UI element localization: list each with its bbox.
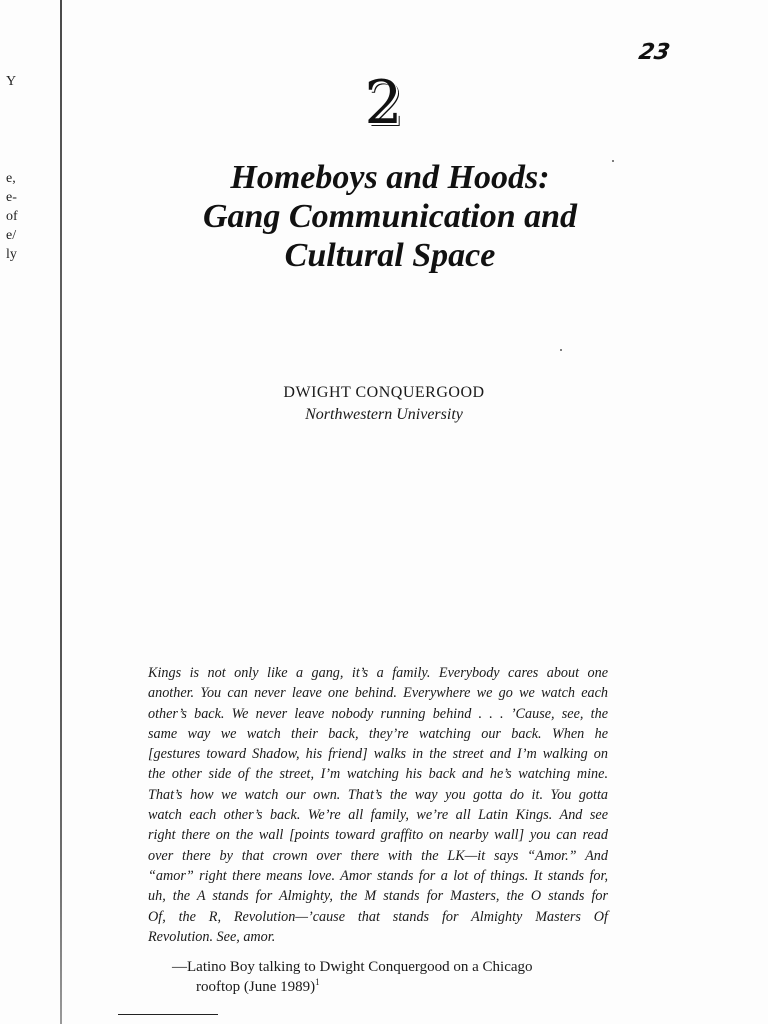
margin-fragment: ly — [6, 247, 17, 262]
epigraph-line: the other side of the street, I’m watching his back and he’s watching mine. — [148, 766, 608, 783]
attribution-line: —Latino Boy talking to Dwight Conquergood on a Chicago — [172, 959, 533, 975]
chapter-title-line: Cultural Space — [284, 237, 496, 274]
epigraph-line: “amor” right there means love. Amor stands for a lot of things. It stands for, — [148, 867, 608, 884]
footnote-marker: 1 — [315, 977, 320, 987]
epigraph-line: over there by that crown over there with the LK—it says “Amor.” And — [148, 847, 608, 864]
author-name: DWIGHT CONQUERGOOD — [283, 384, 485, 401]
epigraph-line: other’s back. We never leave nobody running behind . . . ’Cause, see, the — [148, 705, 608, 722]
epigraph-line: Of, the R, Revolution—’cause that stands for Almighty Masters Of — [148, 908, 608, 925]
epigraph-attribution — [172, 957, 612, 997]
epigraph-line: [gestures toward Shadow, his friend] walks in the street and I’m walking on — [148, 746, 608, 763]
chapter-title-line: Gang Communication and — [202, 198, 578, 235]
epigraph-line: Kings is not only like a gang, it’s a family. Everybody cares about one — [148, 665, 608, 681]
chapter-title-line: Homeboys and Hoods: — [230, 159, 550, 196]
margin-fragment: e/ — [6, 228, 17, 243]
epigraph-quote — [148, 663, 608, 947]
epigraph-line: watch each other’s back. We’re all family, we’re all Latin Kings. And see — [148, 807, 608, 824]
epigraph-line: right there on the wall [points toward graffito on nearby wall] you can read — [148, 827, 608, 844]
margin-fragment: of — [6, 209, 18, 224]
chapter-title — [120, 158, 660, 275]
epigraph-line: uh, the A stands for Almighty, the M stands for Masters, the O stands for — [148, 888, 608, 905]
attribution-text: rooftop (June 1989) — [196, 979, 316, 995]
epigraph-line: That’s how we watch our own. That’s the way you gotta do it. You gotta — [148, 786, 608, 803]
footnote-rule — [118, 1014, 218, 1015]
author-block — [0, 382, 768, 426]
author-affiliation: Northwestern University — [305, 406, 463, 423]
epigraph-line: same way we watch their back, they’re watching our back. When he — [148, 725, 608, 742]
handwritten-page-number: 23 — [637, 40, 673, 65]
margin-fragment: e- — [6, 190, 17, 205]
margin-fragment: Y — [6, 74, 17, 89]
scan-speck — [560, 349, 562, 351]
margin-fragment: e, — [6, 171, 16, 186]
chapter-number: 2 — [364, 68, 404, 138]
attribution-line-2 — [172, 977, 612, 997]
scan-speck — [612, 160, 614, 162]
epigraph-line: Revolution. See, amor. — [148, 928, 276, 945]
binding-gutter-line — [60, 0, 62, 1024]
epigraph-line: another. You can never leave one behind. Everywhere we go we watch each — [148, 685, 608, 702]
